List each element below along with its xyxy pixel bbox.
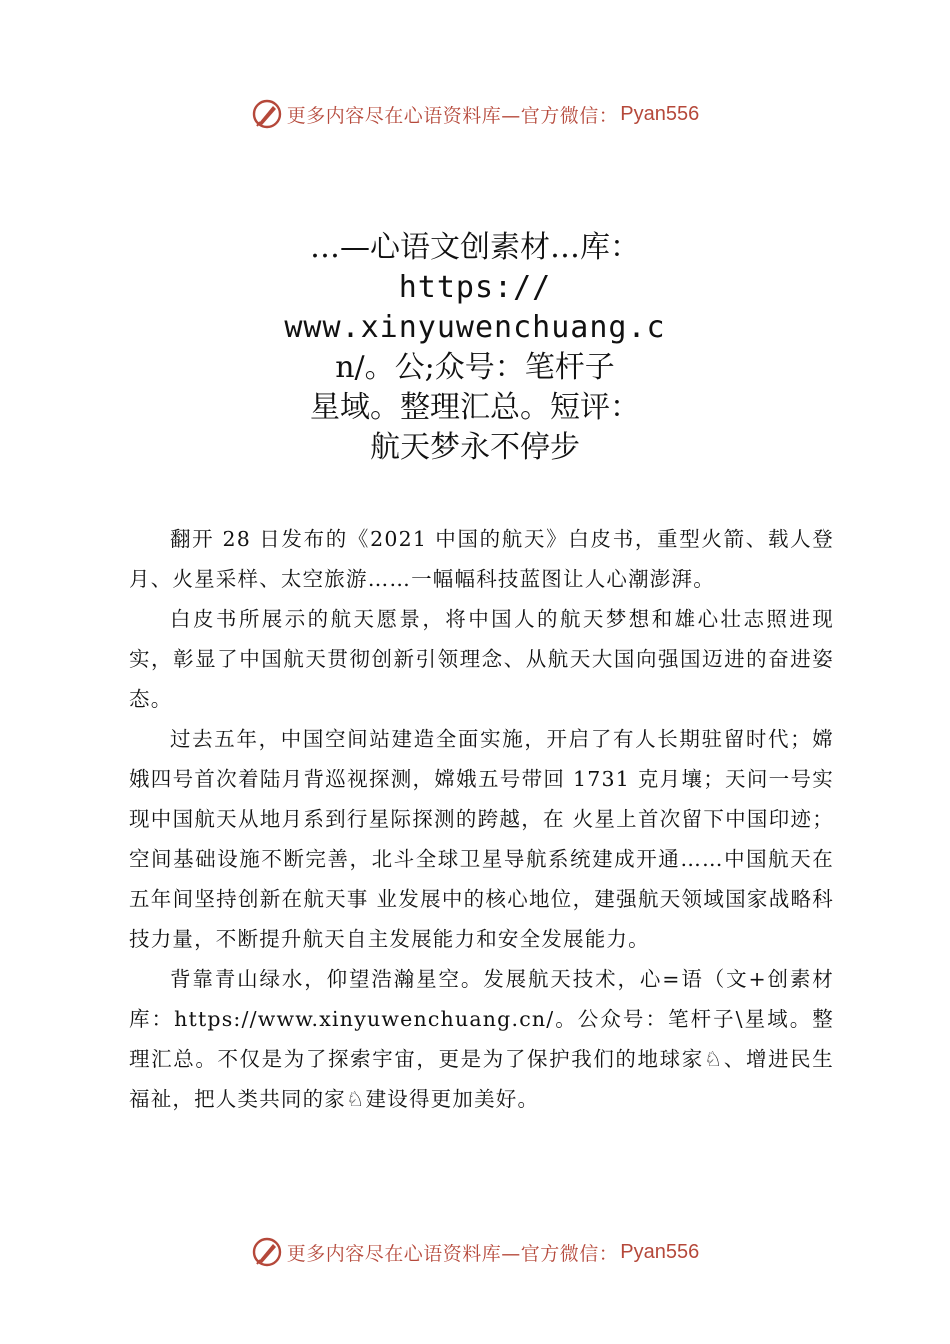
header-banner-text: 更多内容尽在心语资料库—官方微信：: [286, 104, 619, 127]
title-line: 航天梦永不停步: [370, 430, 580, 465]
document-title: [0, 228, 950, 468]
title-line: 星域。整理汇总。短评：: [310, 390, 640, 425]
footer-banner-text: 更多内容尽在心语资料库—官方微信：: [286, 1242, 619, 1265]
footer-wechat-id: Pyan556: [620, 1240, 700, 1263]
title-line: www.xinyuwenchuang.c: [284, 310, 666, 345]
footer-banner: [0, 1232, 950, 1272]
title-line: n/。公;众号：笔杆子: [335, 350, 615, 385]
quill-logo-icon: [251, 98, 283, 130]
quill-logo-icon: [251, 1236, 283, 1268]
header-banner: [0, 94, 950, 134]
header-wechat-id: Pyan556: [620, 102, 700, 125]
paragraph: 翻开 28 日发布的《2021 中国的航天》白皮书，重型火箭、载人登月、火星采样、太空旅游……一幅幅科技蓝图让人心潮澎湃。: [129, 527, 834, 591]
title-line: https://: [398, 270, 552, 305]
paragraph: 过去五年，中国空间站建造全面实施，开启了有人长期驻留时代；嫦娥四号首次着陆月背巡视探测，嫦娥五号带回 1731 克月壤；天问一号实现中国航天从地月系到行星际探测的跨越，在 火星上首次留下中国印迹；空间基础设施不断完善，北斗全球卫星导航系统建成开通……中国航天在五年间坚持创新在航天事 业发展中的核心地位，建强航天领域国家战略科技力量，不断提升航天自主发展能力和安全发展能力。: [129, 727, 834, 951]
paragraph: 白皮书所展示的航天愿景，将中国人的航天梦想和雄心壮志照进现实，彰显了中国航天贯彻创新引领理念、从航天大国向强国迈进的奋进姿态。: [129, 607, 834, 711]
paragraph: 背靠青山绿水，仰望浩瀚星空。发展航天技术，心=语（文+创素材库：https://www.xinyuwenchuang.cn/。公众号：笔杆子\星域。整理汇总。不仅是为了探索宇宙，更是为了保护我们的地球家♘、增进民生福祉，把人类共同的家♘建设得更加美好。: [129, 967, 834, 1111]
title-line: …—心语文创素材…库：: [310, 230, 640, 265]
article-body: [129, 519, 834, 1119]
